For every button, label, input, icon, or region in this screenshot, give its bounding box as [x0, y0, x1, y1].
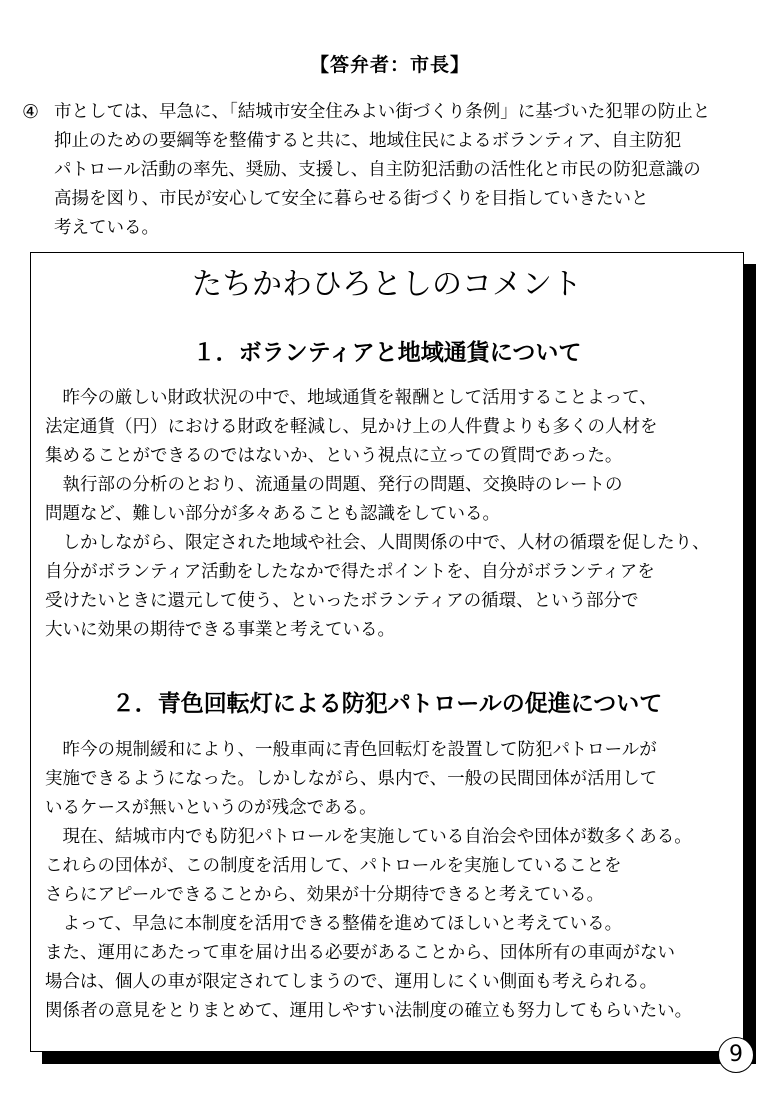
answer-block — [22, 98, 762, 243]
body-line: 法定通貨（円）における財政を軽減し、見かけ上の人件費よりも多くの人材を — [45, 417, 658, 437]
body-line: よって、早急に本制度を活用できる整備を進めてほしいと考えている。 — [45, 914, 623, 934]
body-line: 現在、結城市内でも防犯パトロールを実施している自治会や団体が数多くある。 — [45, 827, 692, 847]
section-heading-blue-light-patrol: ２．青色回転灯による防犯パトロールの促進について — [111, 691, 663, 717]
comment-box — [30, 252, 744, 1052]
section-heading-volunteer-currency: １．ボランティアと地域通貨について — [192, 340, 582, 366]
section-body-blue-light-patrol — [45, 736, 735, 1026]
body-line: さらにアピールできることから、効果が十分期待できると考えている。 — [45, 885, 604, 905]
answer-line: パトロール活動の率先、奨励、支援し、自主防犯活動の活性化と市民の防犯意識の — [54, 160, 701, 180]
body-line: 昨今の厳しい財政状況の中で、地域通貨を報酬として活用することよって、 — [45, 388, 657, 408]
body-line: 大いに効果の期待できる事業と考えている。 — [45, 620, 395, 640]
body-line: 自分がボランティア活動をしたなかで得たポイントを、自分がボランティアを — [45, 562, 655, 582]
body-line: 場合は、個人の車が限定されてしまうので、運用しにくい側面も考えられる。 — [45, 972, 658, 992]
comment-title: たちかわひろとしのコメント — [192, 267, 582, 302]
body-line: しかしながら、限定された地域や社会、人間関係の中で、人材の循環を促したり、 — [45, 533, 710, 553]
body-line: 集めることができるのではないか、という視点に立っての質問であった。 — [45, 446, 623, 466]
page-number: 9 — [718, 1037, 754, 1073]
answer-line — [22, 98, 762, 127]
body-line: 問題など、難しい部分が多々あることも認識をしている。 — [45, 504, 500, 524]
body-line: 実施できるようになった。しかしながら、県内で、一般の民間団体が活用して — [45, 769, 658, 789]
section-body-volunteer-currency — [45, 384, 735, 645]
answer-line: 高揚を図り、市民が安心して安全に暮らせる街づくりを目指していきたいと — [54, 189, 649, 209]
body-line: 執行部の分析のとおり、流通量の問題、発行の問題、交換時のレートの — [45, 475, 623, 495]
answer-number: ④ — [22, 101, 40, 123]
body-line: 昨今の規制緩和により、一般車両に青色回転灯を設置して防犯パトロールが — [45, 740, 657, 760]
body-line: これらの団体が、この制度を活用して、パトロールを実施していることを — [45, 856, 622, 876]
body-line: また、運用にあたって車を届け出る必要があることから、団体所有の車両がない — [45, 943, 675, 963]
answer-line: 考えている。 — [54, 218, 159, 238]
body-line: 受けたいときに還元して使う、といったボランティアの循環、という部分で — [45, 591, 639, 611]
answer-line-text: 市としては、早急に、「結城市安全住みよい街づくり条例」に基づいた犯罪の防止と — [54, 102, 711, 122]
body-line: 関係者の意見をとりまとめて、運用しやすい法制度の確立も努力してもらいたい。 — [45, 1001, 693, 1021]
answerer-heading: 【答弁者：市長】 — [309, 54, 470, 76]
answer-line: 抑止のための要綱等を整備すると共に、地域住民によるボランティア、自主防犯 — [54, 131, 682, 151]
body-line: いるケースが無いというのが残念である。 — [45, 798, 377, 818]
